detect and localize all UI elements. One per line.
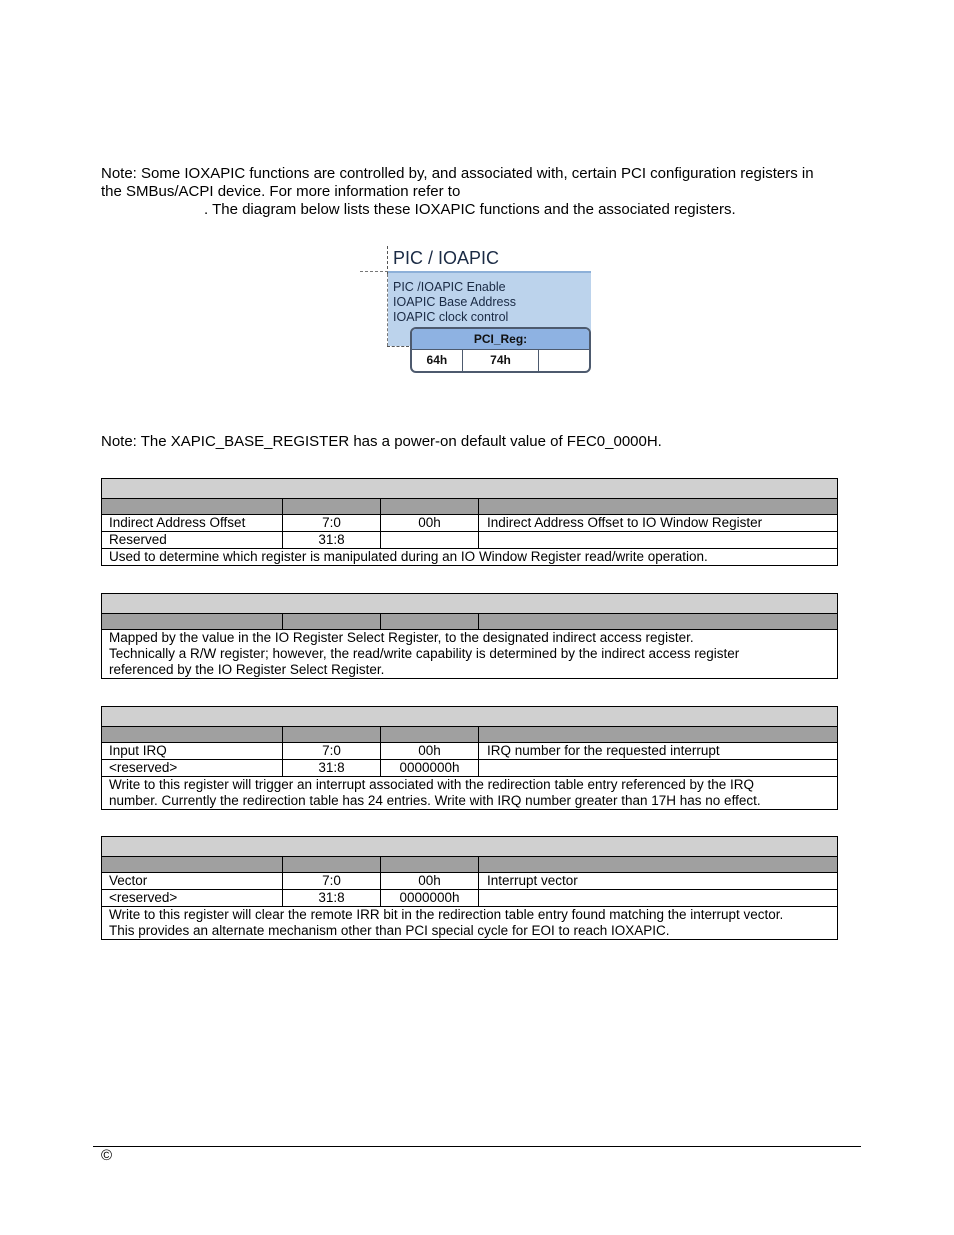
register-description [102, 907, 837, 939]
field-default: 0000000h [381, 760, 479, 776]
field-description [479, 890, 837, 906]
description-line: number. Currently the redirection table has 24 entries. Write with IRQ number greater than 17H has no effect. [109, 793, 761, 808]
diagram-connector [387, 246, 388, 274]
table-header [102, 727, 837, 743]
field-bits: 31:8 [283, 532, 381, 548]
description-line: Technically a R/W register; however, the read/write capability is determined by the indirect access register [109, 646, 740, 661]
note-xapic-base [101, 433, 662, 451]
note-ioxapic-functions [101, 165, 814, 219]
field-name: Vector [102, 873, 283, 889]
field-name: Reserved [102, 532, 283, 548]
field-default: 00h [381, 743, 479, 759]
table-title-bar [102, 707, 837, 727]
note1-line-3: . The diagram below lists these IOXAPIC functions and the associated registers. [204, 201, 736, 218]
description-line: Mapped by the value in the IO Register Select Register, to the designated indirect access register. [109, 630, 694, 645]
register-table-irq-pin-assertion [101, 706, 838, 810]
table-header [102, 499, 837, 515]
field-name: Input IRQ [102, 743, 283, 759]
register-table-io-select [101, 478, 838, 566]
table-title-bar [102, 479, 837, 499]
table-header [102, 614, 837, 630]
diagram-title: PIC / IOAPIC [393, 248, 500, 268]
diagram-items [393, 280, 516, 325]
table-title-bar [102, 837, 837, 857]
field-bits: 7:0 [283, 873, 381, 889]
table-row [102, 743, 837, 760]
field-default [381, 532, 479, 548]
footer-divider [93, 1146, 861, 1147]
diagram-item: IOAPIC Base Address [393, 295, 516, 309]
note2-text: Note: The XAPIC_BASE_REGISTER has a power-on default value of FEC0_0000H. [101, 433, 662, 450]
field-description [479, 532, 837, 548]
note1-line-1: Note: Some IOXAPIC functions are controlled by, and associated with, certain PCI configuration registers in [101, 165, 814, 182]
pci-reg-value [539, 350, 589, 371]
field-name: <reserved> [102, 890, 283, 906]
pci-reg-value: 74h [463, 350, 540, 371]
table-row [102, 760, 837, 777]
copyright-symbol: © [101, 1147, 113, 1164]
field-bits: 7:0 [283, 743, 381, 759]
register-table-eoi [101, 836, 838, 940]
register-description [102, 777, 837, 809]
field-default: 00h [381, 873, 479, 889]
table-row [102, 890, 837, 907]
note1-line-2: the SMBus/ACPI device. For more information refer to [101, 183, 461, 200]
pci-reg-box [410, 327, 591, 373]
register-table-io-window [101, 593, 838, 679]
description-line: referenced by the IO Register Select Register. [109, 662, 385, 677]
pci-reg-value: 64h [412, 350, 463, 371]
table-row [102, 515, 837, 532]
description-line: This provides an alternate mechanism other than PCI special cycle for EOI to reach IOXAPIC. [109, 923, 670, 938]
description-line: Used to determine which register is manipulated during an IO Window Register read/write operation. [109, 549, 708, 564]
field-default: 0000000h [381, 890, 479, 906]
diagram-item: IOAPIC clock control [393, 310, 509, 324]
field-description [479, 760, 837, 776]
description-line: Write to this register will clear the remote IRR bit in the redirection table entry found matching the interrupt vector. [109, 907, 784, 922]
diagram-connector [387, 346, 409, 347]
table-title-bar [102, 594, 837, 614]
diagram-connector [360, 271, 388, 272]
table-row [102, 532, 837, 549]
table-header [102, 857, 837, 873]
field-name: <reserved> [102, 760, 283, 776]
register-description [102, 630, 837, 678]
field-description: Interrupt vector [487, 873, 578, 888]
description-line: Write to this register will trigger an interrupt associated with the redirection table entry referenced by the IRQ [109, 777, 755, 792]
pci-reg-label: PCI_Reg: [412, 329, 589, 350]
diagram-connector [387, 274, 388, 346]
field-description: IRQ number for the requested interrupt [487, 743, 720, 758]
field-bits: 7:0 [283, 515, 381, 531]
field-description: Indirect Address Offset to IO Window Register [487, 515, 763, 530]
pic-ioapic-diagram [360, 244, 592, 372]
field-default: 00h [381, 515, 479, 531]
field-name: Indirect Address Offset [102, 515, 283, 531]
field-bits: 31:8 [283, 760, 381, 776]
table-row [102, 873, 837, 890]
register-description [102, 549, 837, 565]
diagram-item: PIC /IOAPIC Enable [393, 280, 506, 294]
field-bits: 31:8 [283, 890, 381, 906]
